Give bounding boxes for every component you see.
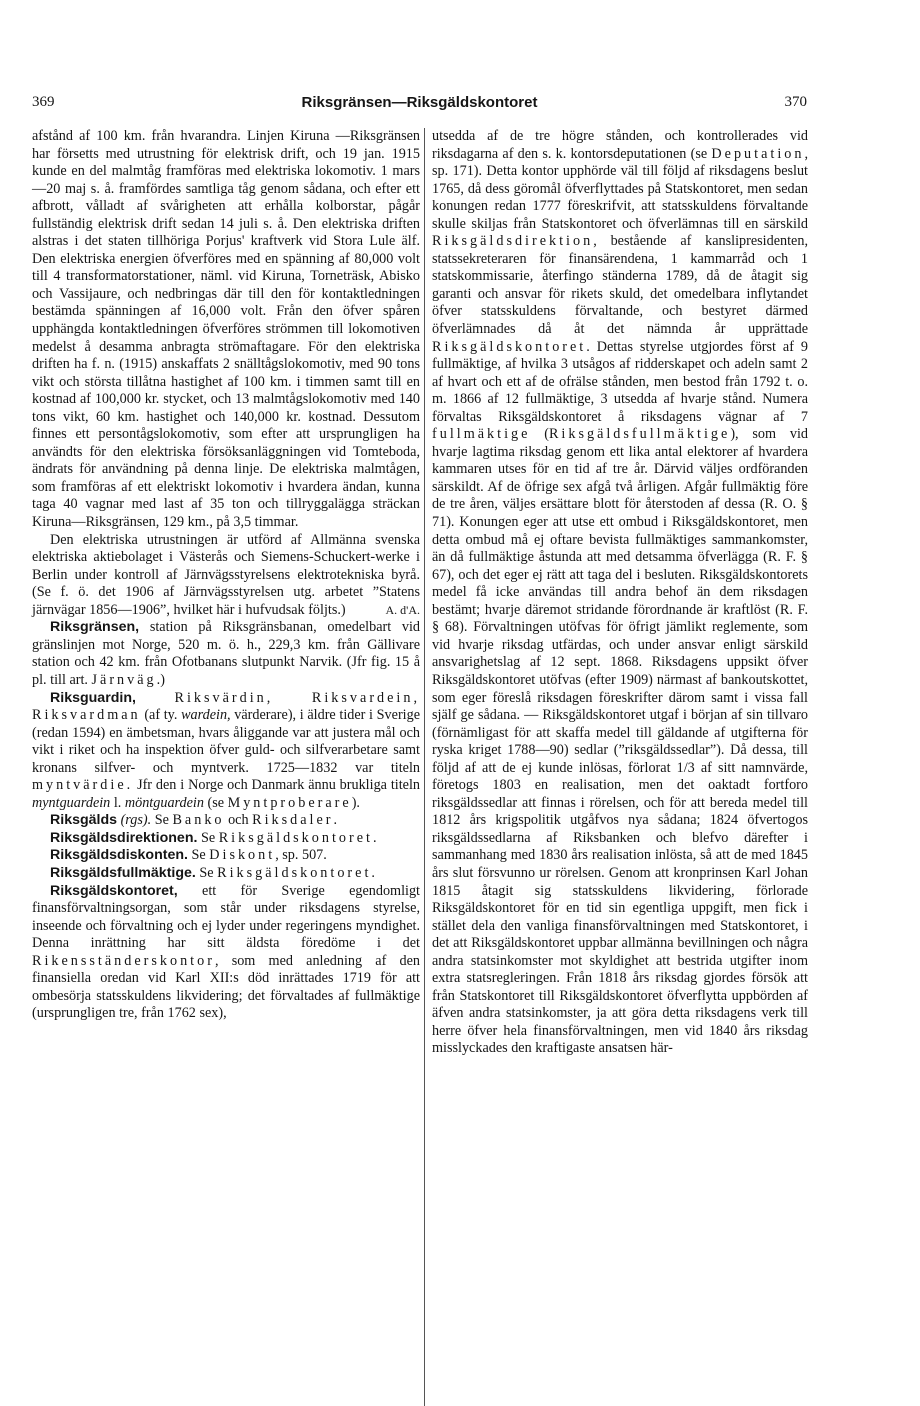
headword: Riksguardin, bbox=[50, 689, 136, 706]
headword: Riksgälds bbox=[50, 812, 118, 829]
entry-riksgaldsfullmaktige: Riksgäldsfullmäktige. Se Riksgäldskontoret. bbox=[50, 864, 375, 881]
paragraph-electric-drift: afstånd af 100 km. från hvarandra. Linjen Kiruna —Riksgränsen har försetts med utrustning för elektrisk drift, och 19 jan. 1915 kunde en del malmtåg framföras med elektriska lokomotiv. 1 mars—20 maj s. å. framfördes samtliga tåg genom sådana, och efter ett afbrott, vålladt af svårigheten att erhålla kolborstar, pågår fullständig elektrisk drift sedan 14 juli s. å. Den elektriska driften alstras i det staten tillhöriga Porjus' kraftverk vid Stora Lule älf. Den elektriska energien öfverföres med en spänning af 80,000 volt till 4 transformatorstationer, näml. vid Kiruna, Torneträsk, Abisko och Vassijaure, och nedbringas där till den för kontaktledningen bestämda spänningen af 16,000 volt. Från den öfver spåren upphängda kontaktledningen öfverföres strömmen till lokomotiven medelst å desamma anbragta strömaftagare. För den elektriska driften ha f. n. (1915) anskaffats 2 snälltågslokomotiv, med 90 tons vikt och största tillåtna hastighet af 100 km. i timmen samt till en kostnad af 100,000 kr. stycket, och 13 malmtågslokomotiv med 140 tons vikt, 60 km. hastighet och 140,000 kr. kostnad. Dessutom finnes ett persontågslokomotiv, som efter att ursprungligen ha användts för den elektriska försöksanläggningen vid Tomteboda, ändrats för användning på denna linje. De elektriska malmtågen, som framföras af ett elektriskt lokomotiv i hvardera ändan, kunna taga 40 vagnar med last af 35 ton och tillryggalägga sträckan Kiruna—Riksgränsen, 129 km., på 3,5 timmar. bbox=[32, 128, 420, 531]
entry-riksguardin: Riksguardin, Riksvärdin, Riksvardein, Riksvardman (af ty. wardein, värderare), i äldre tider i Sverige (redan 1594) en ämbetsman, hvars åliggande var att justera mål och vikt i riket och ha inspektion öfver guld- och silfverarbetare samt kronans silfver- och myntverk. 1725—1832 var titeln myntvärdie. Jfr den i Norge och Danmark ännu brukliga titeln myntguardein l. möntguardein (se Myntproberare). bbox=[32, 689, 421, 811]
author-signature: A. d'A. bbox=[385, 602, 420, 617]
headword: Riksgäldskontoret, bbox=[50, 882, 178, 899]
entry-riksgaldsdiskonten: Riksgäldsdiskonten. Se Diskont, sp. 507. bbox=[50, 847, 327, 864]
headword: Riksgäldsdiskonten. bbox=[50, 847, 188, 864]
page-header bbox=[32, 94, 807, 114]
headword: Riksgäldsfullmäktige. bbox=[50, 864, 196, 881]
page-number-left: 369 bbox=[32, 94, 55, 110]
headword: Riksgäldsdirektionen. bbox=[50, 829, 198, 846]
paragraph-equipment: Den elektriska utrustningen är utförd af Allmänna svenska elektriska aktiebolaget i Västerås och Siemens-Schuckert-werke i Berlin under kontroll af Järnvägsstyrelsens elektrotekniska byrå. (Se f. ö. det 1906 af Järnvägsstyrelsen utg. arbetet ”Statens järnvägar 1856—1906”, hvilket här i hufvudsak följts.) A. d'A. bbox=[32, 531, 420, 618]
page-number-right: 370 bbox=[784, 94, 807, 110]
running-title: Riksgränsen—Riksgäldskontoret bbox=[301, 94, 538, 111]
column-divider bbox=[424, 128, 425, 1406]
headword: Riksgränsen, bbox=[50, 619, 140, 636]
paragraph-riksgaldskontoret-continued: utsedda af de tre högre stånden, och kontrollerades vid riksdagarna af den s. k. kontorsdeputationen (se Deputation, sp. 171). Detta kontor upphörde väl till följd af riksdagens beslut 1765, då dess göromål öfverflyttades på Statskontoret, men sedan konungen redan 1777 föreskrifvit, att statsskuldens förvaltande skulle skiljas från Statskontoret och öfverlämnas till en särskild Riksgäldsdirektion, bestående af kanslipresidenten, statssekreteraren för finansärendena, 1 kammarråd och 1 statskommissarie, återfingo ständerna 1789, då de åtagit sig garanti och ansvar för rikets skuld, det omedelbara inflytandet öfver statsskuldens förvaltande, och bestyret därmed öfverlämnades då åt det nämnda år upprättade Riksgäldskontoret. Dettas styrelse utgjordes först af 9 fullmäktige, af hvilka 3 utsågos af ridderskapet och adeln samt 2 af hvart och ett af de ofrälse stånden, men bestod från 1792 t. o. m. 1866 af 12 fullmäktige, 3 utsedda af hvarje stånd. Numera förvaltas Riksgäldskontoret å riksdagens vägnar af 7 fullmäktige (Riksgäldsfullmäktige), som vid hvarje lagtima riksdag genom ett lika antal elektorer af hvardera kammaren utses för en tid af tre år. Därvid väljes ordföranden särskildt. Af de öfrige sex afgå två årligen. Afgår fullmäktig före de tre åren, väljes ersättare blott för återstoden af dessa (R. O. § 71). Konungen eger att utse ett ombud i Riksgäldskontoret, men detta ombud må ej oftare bevista fullmäktiges sammankomster, än då fullmäktige åstunda att med detsamma öfverlägga (R. F. § 67), och det eger ej rätt att taga del i besluten. Riksgäldskontorets medel få icke användas till andra behof än dem riksdagen bestämt; hvarje däremot stridande förordnande är kraftlöst (R. F. § 68). Förvaltningen utöfvas för öfrigt jämlikt reglemente, som vid hvarje riksdag utfärdas, och under ansvar enligt särskild ansvarighetslag af 12 sept. 1868. Riksdagens uppsikt öfver Riksgäldskontoret utöfvas (efter 1909) närmast af bankoutskottet, som eger föreslå riksdagen föreskrifter därom samt i vissa fall själf ge sådana. — Riksgäldskontoret utgaf i början af sin tillvaro (förnämligast för att skaffa medel till gäldande af utgifterna för ryska kriget 1788—90) sedlar (”riksgäldssedlar”). Då dessa, till följd af att de ej kunde inlösas, förlorat 1/3 af sitt namnvärde, företogs 1803 en realisation, men det oaktadt fortforo riksgäldssedlar att finnas i rörelsen, och för att bereda medel till 1812 års krigspolitik utgåfvos nya sådana; 1824 öfvertogos riksgäldssedlarna af Riksbanken och blefvo därefter i sammanhang med 1830 års realisation inlösta, så att de med 1845 års slut försvunno ur rörelsen. Genom att kronprinsen Karl Johan 1815 åtagit sig statsskuldens likvidering, förlorade Riksgäldskontoret för en tid sin egentliga uppgift, men fick i stället dela den vanliga finansförvaltningen med Statskontoret, i det att Riksgäldskontoret uppbar allmänna bevillningen och några andra statsinkomster mot skyldighet att bestrida utgifter inom extra statsregleringen. Från 1818 års riksdag gjordes försök att från Statskontoret till Riksgäldskontoret öfverflytta uppbörden af äfven andra statsinkomster, ja att göra detta riksdagens verk till herre öfver hela finansförvaltningen, men vid 1840 års riksdag misslyckades den kraftigaste ansatsen här- bbox=[432, 128, 808, 1057]
entry-riksgransen: Riksgränsen, station på Riksgränsbanan, omedelbart vid gränslinjen mot Norge, 520 m. ö. h., 229,3 km. från Gällivare station och 42 km. från Ofotbanans slutpunkt Narvik. (Jfr fig. 15 å pl. till art. Järnväg.) bbox=[32, 619, 421, 688]
cross-reference: Myntproberare bbox=[227, 794, 352, 811]
entry-riksgalds: Riksgälds (rgs). Se Banko och Riksdaler. bbox=[50, 812, 338, 829]
cross-reference: Järnväg bbox=[91, 671, 157, 688]
entry-riksgaldskontoret: Riksgäldskontoret, ett för Sverige egendomligt finansförvaltningsorgan, som står under riksdagens styrelse, inseende och förvaltning och ej lyder under regeringens myndighet. Denna inrättning har sitt äldsta föredöme i det Rikensständerskontor, som med anledning af den finansiella oredan vid Karl XII:s död inrättades 1719 för att ombesörja statsskuldens likvidering; det förvaltades af fullmäktige (ursprungligen tre, från 1762 sex), bbox=[32, 882, 420, 1022]
left-column bbox=[32, 128, 420, 1023]
entry-riksgaldsdirektionen: Riksgäldsdirektionen. Se Riksgäldskontoret. bbox=[50, 829, 377, 846]
right-column bbox=[432, 128, 808, 1058]
